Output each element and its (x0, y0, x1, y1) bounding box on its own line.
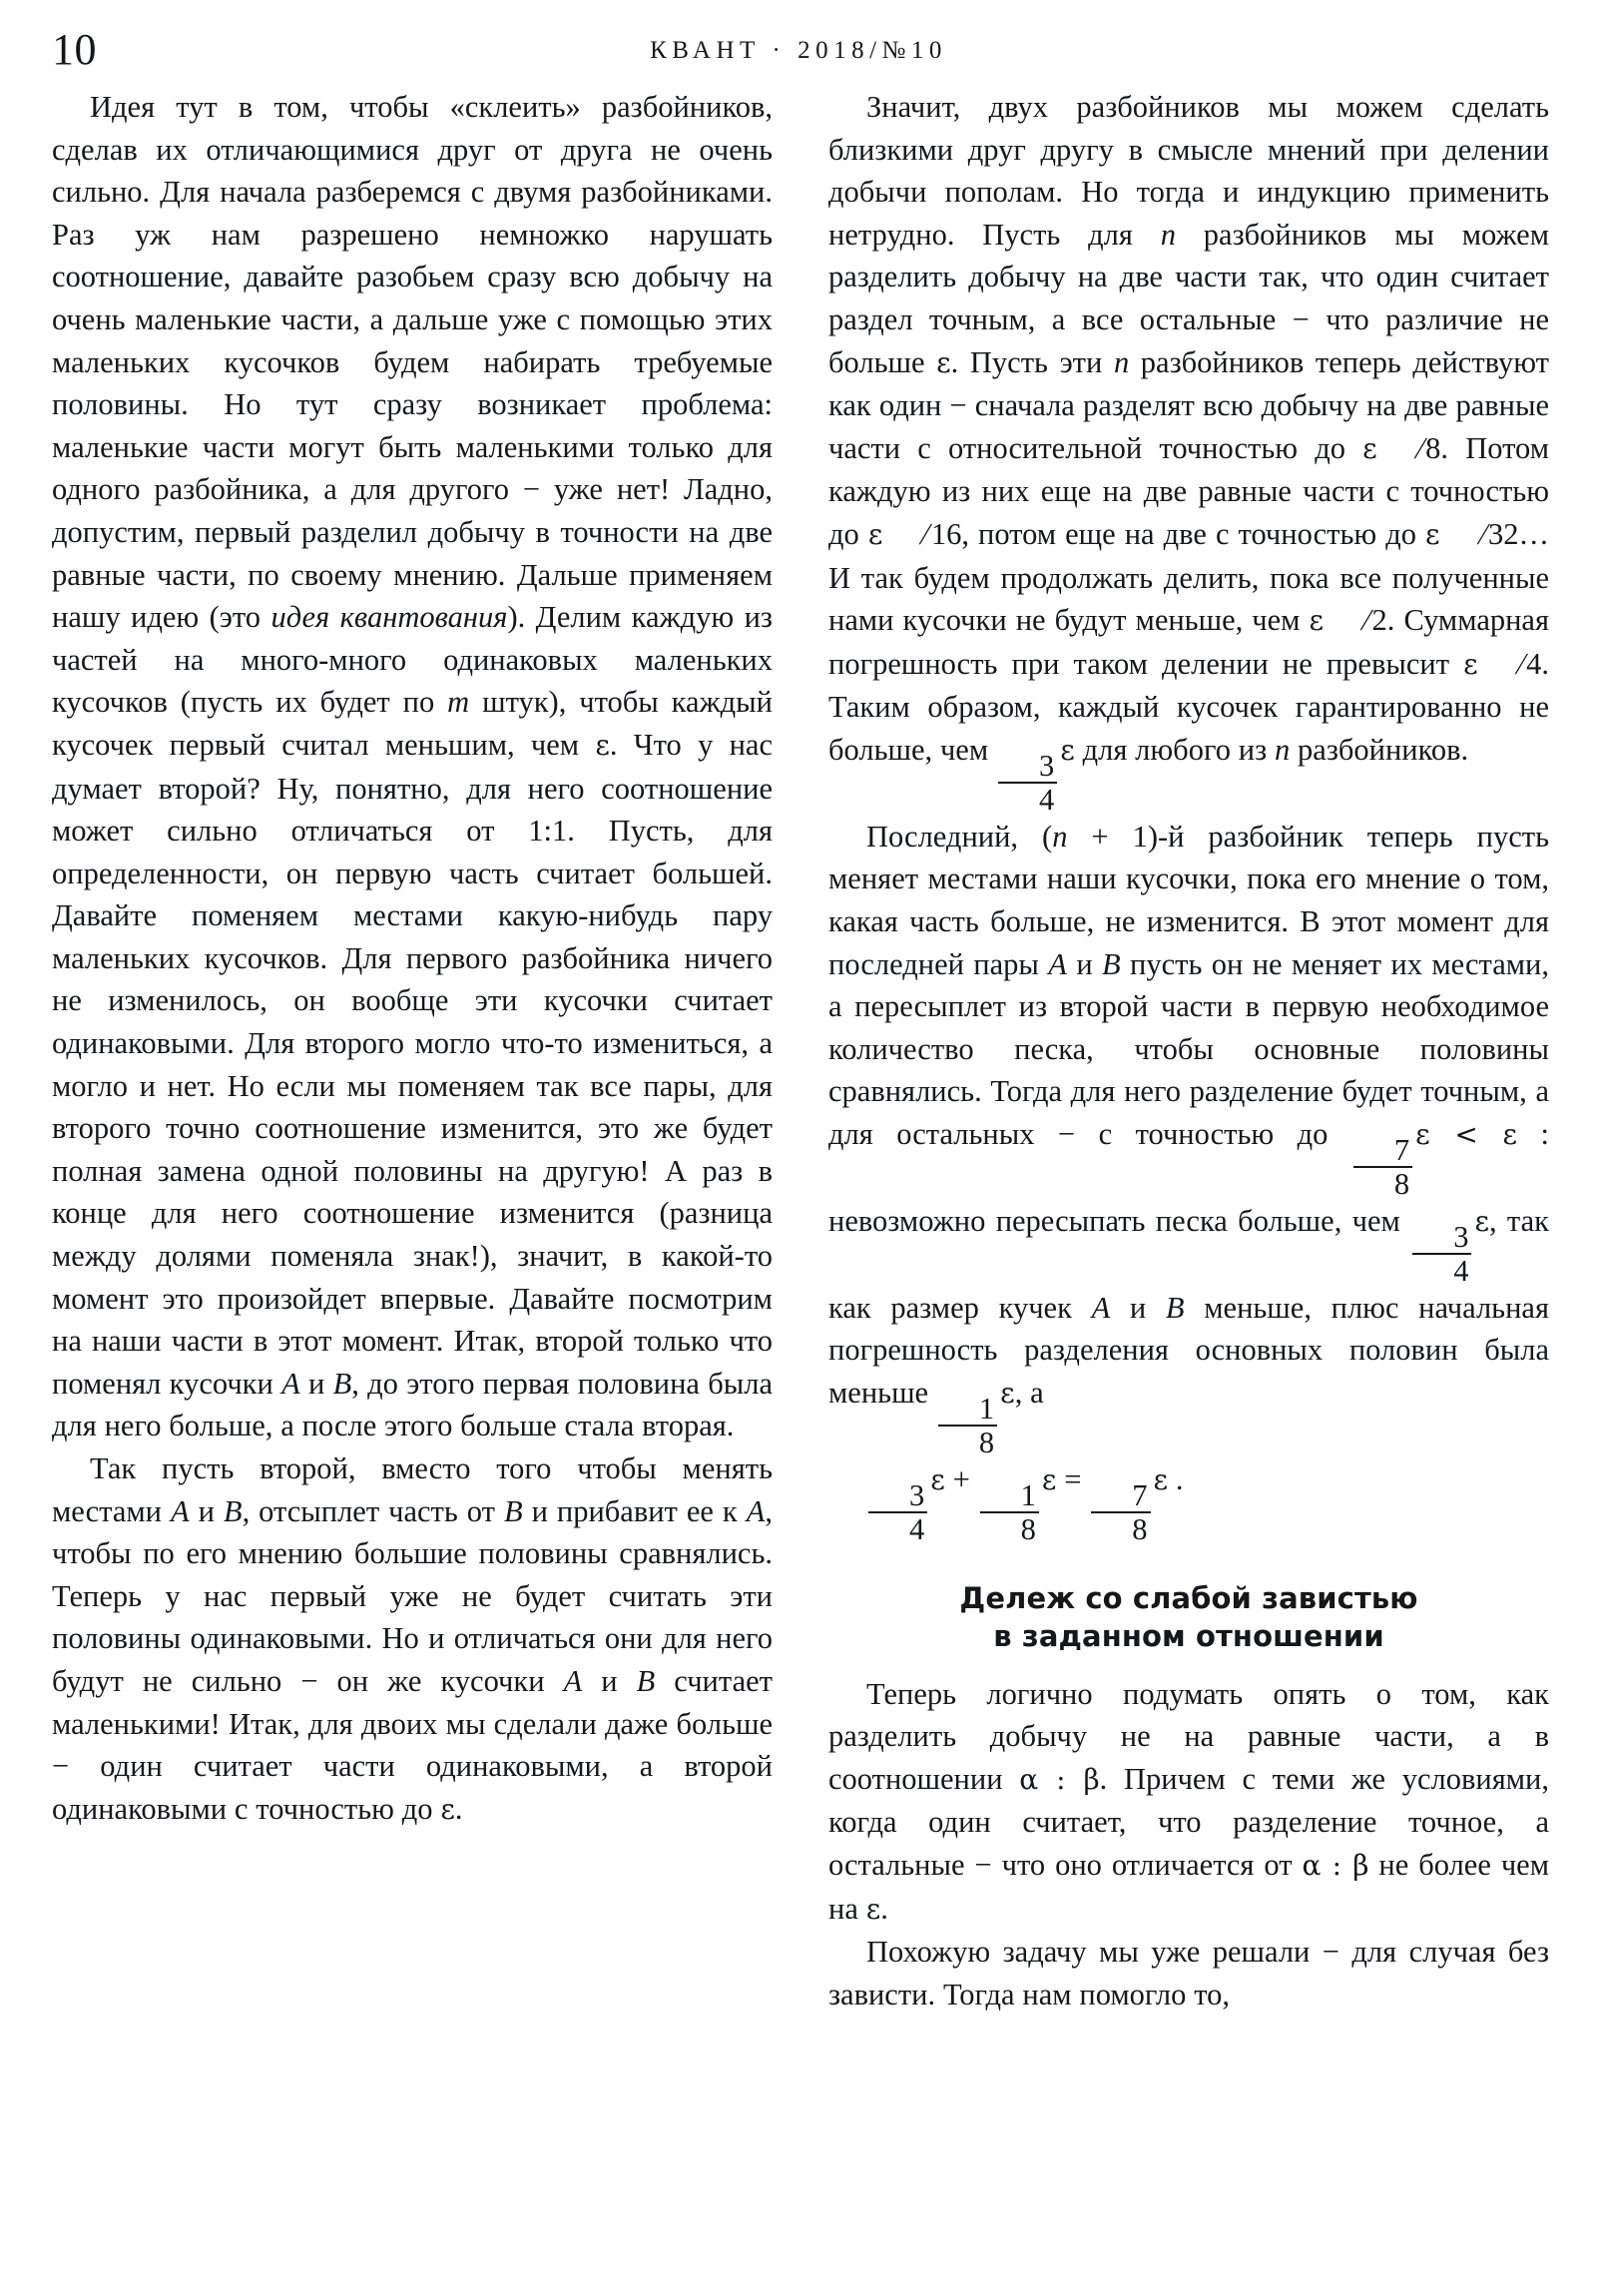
fraction-numerator: 7 (1132, 1477, 1148, 1512)
fraction-denominator: 8 (1020, 1512, 1036, 1547)
emphasis-text: идея квантования (270, 600, 508, 635)
math-variable: n (1052, 819, 1068, 854)
greek-epsilon: ε (1153, 1462, 1169, 1496)
math-variable: A (1091, 1290, 1111, 1325)
greek-epsilon: ε (1041, 1462, 1057, 1496)
math-variable: A (746, 1493, 766, 1528)
math-variable: B (332, 1366, 352, 1401)
right-column (828, 86, 1549, 2272)
fraction-slash: / (1357, 603, 1375, 638)
section-heading-line-1: Дележ со слабой завистью (959, 1580, 1418, 1615)
left-column (52, 86, 773, 2272)
fraction-numerator: ε (1362, 431, 1377, 465)
page-number: 10 (52, 25, 97, 74)
math-expression: (n + 1) (1042, 819, 1158, 854)
fraction-denominator: 4 (909, 1512, 925, 1547)
inline-slash-fraction (1310, 603, 1387, 637)
paragraph-induction: Значит, двух разбойников мы можем сделать близкими друг другу в смысле мнений при делении добычи пополам. Но тогда и индукцию применить нетрудно. Пусть для n разбойников мы можем разделить добычу на две части так, что один считает раздел точным, а все остальные − что различие не больше ε. Пусть эти n разбойников теперь действуют как один − сначала разделят всю добычу на две равные части с относительной точностью до ε /8. Потом каждую из них еще на две равные части с точностью до ε /16, потом еще на две с точностью до ε /32… И так будем продолжать делить, пока все полученные нами кусочки не будут меньше, чем ε /2. Суммарная погрешность при таком делении не превысит ε /4. Таким образом, каждый кусочек гарантированно не больше, чем $\frac{3}{4}$ ε для любого из n разбойников. (828, 90, 1550, 818)
fraction-slash: / (1474, 516, 1492, 551)
math-variable: B (1165, 1290, 1185, 1325)
fraction-denominator: 2 (1371, 603, 1387, 638)
greek-epsilon: ε (440, 1792, 455, 1826)
inline-slash-fraction (1362, 431, 1440, 465)
fraction-slash: / (1512, 646, 1530, 681)
paragraph-idea-gluing: Идея тут в том, чтобы «склеить» разбойников, сделав их отличающимися друг от друга не очень сильно. Для начала разберемся с двумя разбойниками. Раз уж нам разрешено немножко нарушать соотношение, давайте разобьем сразу всю добычу на очень маленькие части, а дальше уже с помощью этих маленьких кусочков будем набирать требуемые половины. Но тут сразу возникает проблема: маленькие части могут быть маленькими только для одного разбойника, а для другого − уже нет! Ладно, допустим, первый разделил добычу в точности на две равные части, по своему мнению. Дальше применяем нашу идею (это идея квантования). Делим каждую из частей на много-много одинаковых маленьких кусочков (пусть их будет по m штук), чтобы каждый кусочек первый считал меньшим, чем ε. Что у нас думает второй? Ну, понятно, для него соотношение может сильно отличаться от 1:1. Пусть, для определенности, он первую часть считает большей. Давайте поменяем местами какую-нибудь пару маленьких кусочков. Для первого разбойника ничего не изменилось, он вообще эти кусочки считает одинаковыми. Для второго могло что-то измениться, а могло и нет. Но если мы поменяем так все пары, для второго точно соотношение изменится, это же будет полная замена одной половины на другую! А раз в конце для него соотношение изменится (разница между долями поменяла знак!), значит, в какой-то момент это произойдет впервые. Давайте посмотрим на наши части в этот момент. Итак, второй только что поменял кусочки A и B, до этого первая половина была для него больше, а после этого больше стала вторая. (52, 90, 774, 1443)
fraction-slash: / (1411, 430, 1429, 465)
inline-slash-fraction (1463, 647, 1541, 681)
section-heading-line-2: в заданном отношении (993, 1618, 1384, 1653)
fraction (1412, 1219, 1471, 1289)
paragraph-similar-task: Похожую задачу мы уже решали − для случая без зависти. Тогда нам помогло то, (828, 1935, 1549, 2011)
math-variable: n (1160, 217, 1176, 252)
math-variable: A (563, 1663, 583, 1698)
math-variable: m (447, 685, 470, 720)
journal-issue-title: КВАНТ · 2018/№10 (650, 37, 947, 64)
fraction-denominator: 8 (1393, 1167, 1410, 1202)
fraction-numerator: ε (1425, 517, 1440, 551)
fraction-numerator: 3 (1453, 1219, 1469, 1254)
fraction (1091, 1477, 1150, 1547)
inequality-expression: ε < ε (1415, 1117, 1518, 1151)
math-variable: B (223, 1493, 243, 1528)
equation-terminator: . (1168, 1461, 1184, 1496)
fraction (998, 748, 1057, 818)
paragraph-ratio-setup: Теперь логично подумать опять о том, как разделить добычу не на равные части, а в соотношении α : β. Причем с теми же условиями, когда один считает, что разделение точное, а остальные − что оно отличается от α : β не более чем на ε. (828, 1676, 1549, 1926)
fraction-denominator: 4 (1038, 783, 1055, 818)
fraction-denominator: 8 (978, 1426, 995, 1460)
two-column-body (52, 86, 1549, 2272)
fraction-numerator: 1 (1020, 1477, 1036, 1512)
fraction-numerator: 3 (909, 1477, 925, 1512)
display-equation (828, 1458, 1549, 1545)
greek-ratio: α : β (1019, 1762, 1100, 1796)
fraction-slash: / (917, 516, 935, 551)
math-variable: A (170, 1493, 190, 1528)
paragraph-let-second: Так пусть второй, вместо того чтобы менять местами A и B, отсыплет часть от B и прибавит ее к A, чтобы по его мнению большие половины сравнялись. Теперь у нас первый уже не будет считать эти половины одинаковыми. Но и отличаться они для него будут не сильно − он же кусочки A и B считает маленькими! Итак, для двоих мы сделали даже больше − один считает части одинаковыми, а второй одинаковыми с точностью до ε. (52, 1451, 773, 1826)
math-variable: B (503, 1493, 523, 1528)
fraction-denominator: 32 (1488, 516, 1519, 551)
greek-epsilon: ε (936, 345, 951, 379)
fraction-denominator: 4 (1453, 1254, 1469, 1289)
fraction-numerator: 7 (1393, 1132, 1410, 1167)
fraction (980, 1477, 1039, 1547)
fraction (1353, 1132, 1412, 1202)
fraction-numerator: ε (1463, 647, 1478, 681)
math-variable: n (1113, 344, 1130, 379)
fraction-numerator: ε (867, 517, 883, 551)
inline-slash-fraction (1425, 517, 1519, 551)
math-variable: B (636, 1663, 656, 1698)
math-variable: A (281, 1366, 300, 1401)
fraction-denominator: 8 (1425, 430, 1441, 465)
greek-epsilon: ε (1474, 1204, 1489, 1238)
fraction-numerator: ε (1309, 604, 1325, 638)
section-heading (828, 1579, 1549, 1655)
fraction (938, 1391, 997, 1460)
greek-epsilon: ε (595, 728, 610, 762)
fraction-numerator: 1 (978, 1391, 995, 1426)
greek-epsilon: ε (930, 1462, 945, 1496)
fraction-denominator: 4 (1526, 646, 1542, 681)
math-operator: = (1056, 1461, 1090, 1496)
running-head (0, 20, 1597, 80)
greek-epsilon: ε (1000, 1376, 1015, 1410)
paragraph-last-robber: Последний, (n + 1)-й разбойник теперь пусть меняет местами наши кусочки, пока его мнение о том, какая часть больше, не изменится. В этот момент для последней пары A и B пусть он не меняет их местами, а пересыплет из второй части в первую необходимое количество песка, чтобы основные половины сравнялись. Тогда для него разделение будет точным, а для остальных − с точностью до $\frac{7}{8}$ ε < ε : невозможно пересыпать песка больше, чем $\frac{3}{4}$ ε, так как размер кучек A и B меньше, плюс начальная погрешность разделения основных половин была меньше $\frac{1}{8}$ ε, а (828, 819, 1549, 1460)
fraction-denominator: 8 (1132, 1512, 1148, 1547)
greek-epsilon: ε (865, 1892, 881, 1926)
math-variable: B (1102, 946, 1121, 981)
fraction-numerator: 3 (1038, 748, 1055, 783)
fraction-denominator: 16 (930, 516, 962, 551)
greek-ratio: α : β (1302, 1848, 1369, 1882)
math-variable: n (1274, 732, 1291, 767)
greek-epsilon: ε (1060, 733, 1075, 767)
fraction (868, 1477, 927, 1547)
inline-slash-fraction (868, 517, 962, 551)
math-variable: A (1048, 946, 1067, 981)
math-operator: + (944, 1461, 978, 1496)
